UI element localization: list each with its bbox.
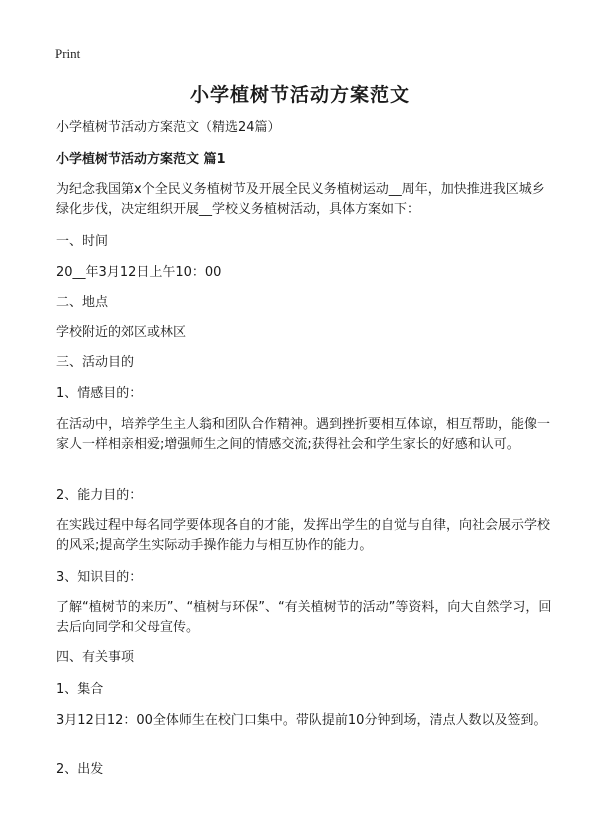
gather-heading: 1、集合 [56, 682, 104, 697]
time-heading: 一、时间 [56, 234, 109, 249]
place-value: 学校附近的郊区或林区 [56, 325, 187, 340]
place-heading: 二、地点 [56, 295, 109, 310]
document-subtitle: 小学植树节活动方案范文（精选24篇） [56, 120, 281, 135]
emotion-paragraph: 在活动中，培养学生主人翁和团队合作精神。遇到挫折要相互体谅，相互帮助，能像一家人一样相亲相爱;增强师生之间的情感交流;获得社会和学生家长的好感和认可。 [56, 417, 551, 452]
purpose-heading: 三、活动目的 [56, 355, 135, 370]
intro-paragraph: 为纪念我国第x个全民义务植树节及开展全民义务植树运动__周年，加快推进我区城乡绿化步伐，决定组织开展__学校义务植树活动，具体方案如下： [56, 182, 545, 217]
gather-paragraph: 3月12日12：00全体师生在校门口集中。带队提前10分钟到场，清点人数以及签到。 [56, 713, 547, 728]
time-value: 20__年3月12日上午10：00 [56, 265, 222, 280]
section-heading: 小学植树节活动方案范文 篇1 [56, 152, 226, 167]
depart-heading: 2、出发 [56, 762, 104, 777]
emotion-heading: 1、情感目的： [56, 386, 143, 401]
ability-heading: 2、能力目的： [56, 488, 143, 503]
knowledge-paragraph: 了解“植树节的来历”、“植树与环保”、“有关植树节的活动”等资料，向大自然学习，回去后向同学和父母宣传。 [56, 600, 552, 635]
print-label: Print [55, 46, 81, 61]
ability-paragraph: 在实践过程中每名同学要体现各自的才能，发挥出学生的自觉与自律，向社会展示学校的风采;提高学生实际动手操作能力与相互协作的能力。 [56, 518, 551, 553]
matters-heading: 四、有关事项 [56, 650, 135, 665]
document-title: 小学植树节活动方案范文 [189, 84, 410, 106]
knowledge-heading: 3、知识目的： [56, 570, 143, 585]
